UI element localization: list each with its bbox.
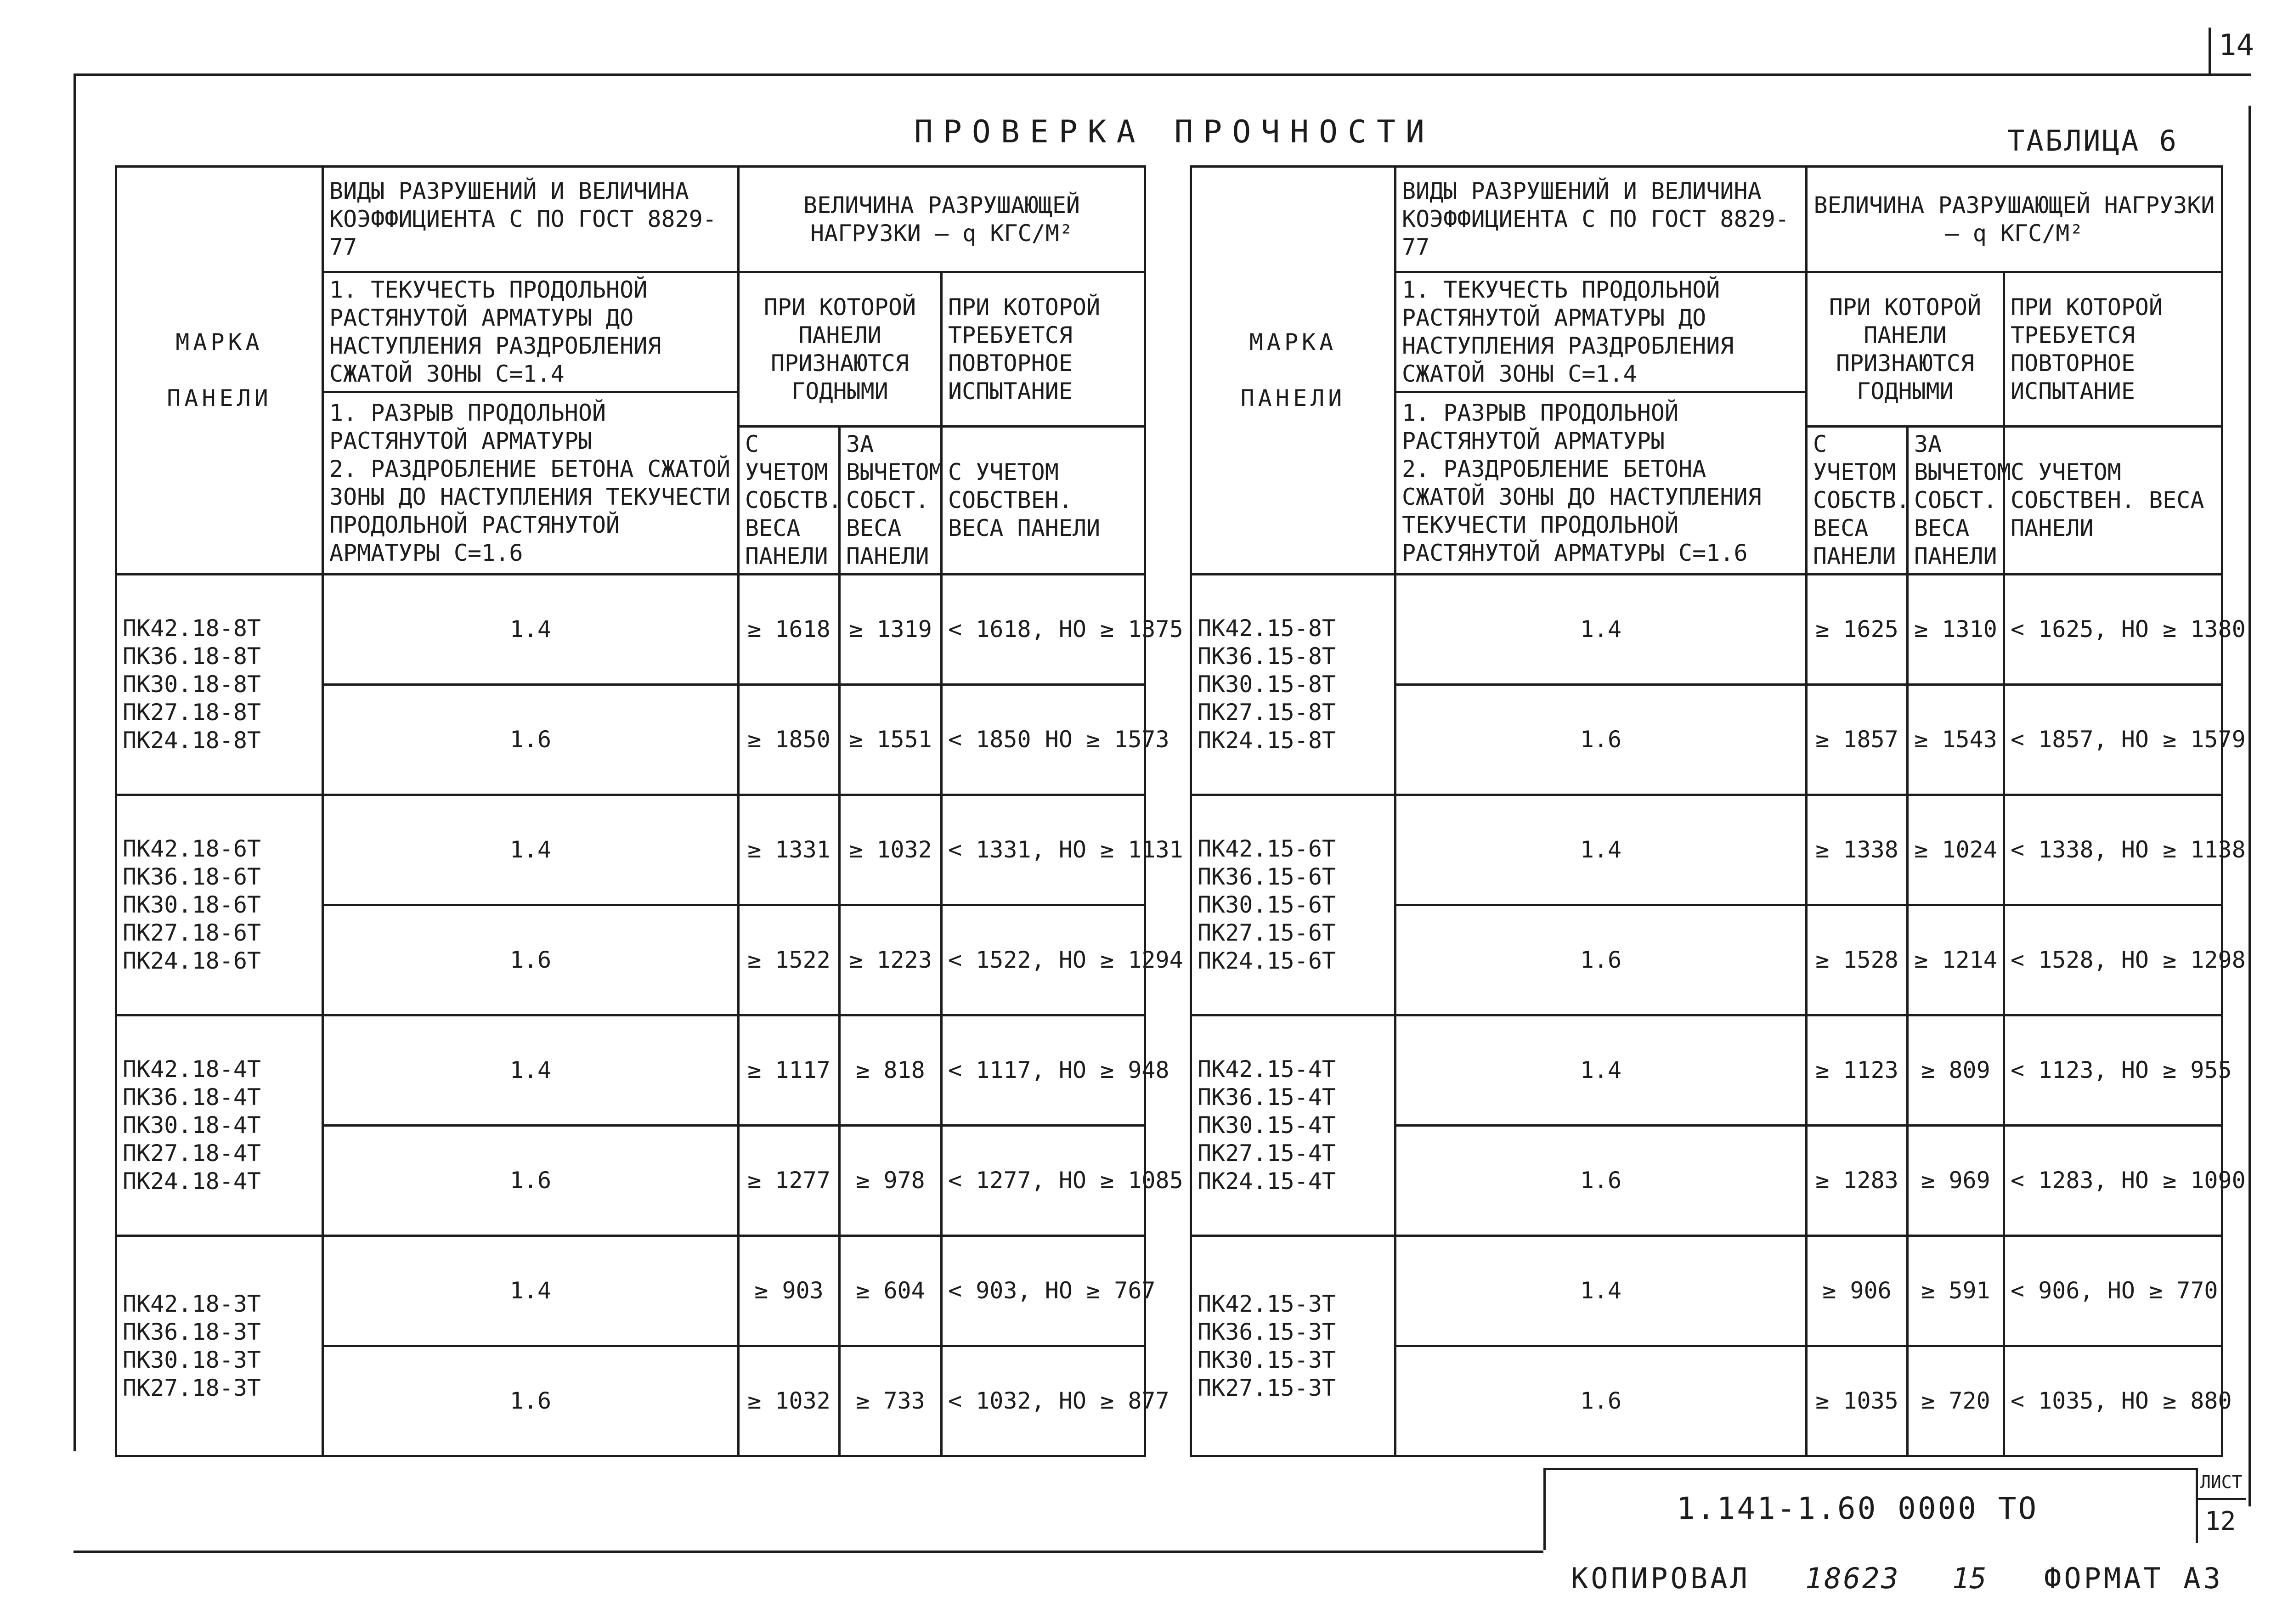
coefficient-cell: 1.4 — [1395, 575, 1807, 685]
panel-mark: ПК24.18-8Т — [123, 727, 261, 754]
panel-mark: ПК27.15-4Т — [1198, 1140, 1336, 1167]
panel-mark: ПК30.18-3Т — [123, 1346, 261, 1373]
panel-mark: ПК30.18-8Т — [123, 671, 261, 698]
table-row — [1191, 575, 2222, 685]
retest-cell: < 1857, НО ≥ 1579 — [2004, 685, 2222, 795]
coefficient-cell: 1.6 — [1395, 685, 1807, 795]
header-s-uchetom: С УЧЕТОМ СОБСТВ. ВЕСА ПАНЕЛИ — [739, 427, 840, 575]
good-without-weight-cell: ≥ 978 — [840, 1126, 942, 1236]
retest-cell: < 1123, НО ≥ 955 — [2004, 1015, 2222, 1126]
panel-mark: ПК42.15-4Т — [1198, 1056, 1336, 1083]
good-without-weight-cell: ≥ 733 — [840, 1346, 942, 1456]
coefficient-cell: 1.6 — [323, 1346, 739, 1456]
header-vidy: ВИДЫ РАЗРУШЕНИЙ И ВЕЛИЧИНА КОЭФФИЦИЕНТА С ПО ГОСТ 8829-77 — [323, 167, 739, 272]
good-without-weight-cell: ≥ 969 — [1908, 1126, 2004, 1236]
coefficient-cell: 1.6 — [1395, 1126, 1807, 1236]
frame-top-line — [73, 73, 2251, 76]
frame-left-line — [73, 73, 76, 1451]
retest-cell: < 906, НО ≥ 770 — [2004, 1236, 2222, 1346]
retest-cell: < 903, НО ≥ 767 — [942, 1236, 1145, 1346]
panel-mark: ПК27.18-4Т — [123, 1140, 261, 1167]
panel-mark: ПК36.18-6Т — [123, 863, 261, 890]
panel-mark: ПК36.18-3Т — [123, 1318, 261, 1345]
good-without-weight-cell: ≥ 1551 — [840, 685, 942, 795]
footer-order-number: 18623 — [1805, 1562, 1900, 1595]
panel-mark: ПК42.15-3Т — [1198, 1290, 1336, 1317]
good-with-weight-cell: ≥ 1123 — [1807, 1015, 1908, 1126]
panel-mark: ПК30.15-6Т — [1198, 891, 1336, 918]
footer-copied: КОПИРОВАЛ — [1571, 1562, 1750, 1595]
panel-marks-cell — [116, 1015, 323, 1236]
header-mode-2: 1. РАЗРЫВ ПРОДОЛЬНОЙ РАСТЯНУТОЙ АРМАТУРЫ 2. РАЗДРОБЛЕНИЕ БЕТОНА СЖАТОЙ ЗОНЫ ДО НАСТУПЛЕНИЯ ТЕКУЧЕСТИ ПРОДОЛЬНОЙ РАСТЯНУТОЙ АРМАТУРЫ С=1.6 — [323, 392, 739, 575]
good-without-weight-cell: ≥ 1024 — [1908, 795, 2004, 905]
good-with-weight-cell: ≥ 1618 — [739, 575, 840, 685]
good-with-weight-cell: ≥ 903 — [739, 1236, 840, 1346]
header-mode-1: 1. ТЕКУЧЕСТЬ ПРОДОЛЬНОЙ РАСТЯНУТОЙ АРМАТУРЫ ДО НАСТУПЛЕНИЯ РАЗДРОБЛЕНИЯ СЖАТОЙ ЗОНЫ С=1.4 — [323, 272, 739, 392]
coefficient-cell: 1.6 — [323, 1126, 739, 1236]
frame-right-line — [2248, 106, 2251, 1506]
retest-cell: < 1117, НО ≥ 948 — [942, 1015, 1145, 1126]
coefficient-cell: 1.6 — [1395, 1346, 1807, 1456]
panel-marks-cell — [116, 1236, 323, 1456]
good-with-weight-cell: ≥ 1625 — [1807, 575, 1908, 685]
retest-cell: < 1338, НО ≥ 1138 — [2004, 795, 2222, 905]
panel-marks-cell — [1191, 795, 1395, 1015]
panel-mark: ПК24.18-6Т — [123, 947, 261, 974]
panel-mark: ПК36.15-8Т — [1198, 643, 1336, 670]
retest-cell: < 1850 НО ≥ 1573 — [942, 685, 1145, 795]
retest-cell: < 1277, НО ≥ 1085 — [942, 1126, 1145, 1236]
coefficient-cell: 1.4 — [1395, 795, 1807, 905]
panel-mark: ПК27.18-8Т — [123, 699, 261, 726]
panel-marks-cell — [1191, 575, 1395, 795]
panel-mark: ПК42.18-4Т — [123, 1056, 261, 1083]
sheet-label: ЛИСТ — [2200, 1472, 2243, 1492]
panel-mark: ПК30.15-8Т — [1198, 671, 1336, 698]
good-with-weight-cell: ≥ 1850 — [739, 685, 840, 795]
panel-mark: ПК36.15-3Т — [1198, 1318, 1336, 1345]
coefficient-cell: 1.6 — [1395, 905, 1807, 1015]
good-with-weight-cell: ≥ 906 — [1807, 1236, 1908, 1346]
good-without-weight-cell: ≥ 1032 — [840, 795, 942, 905]
coefficient-cell: 1.4 — [323, 575, 739, 685]
retest-cell: < 1522, НО ≥ 1294 — [942, 905, 1145, 1015]
panel-mark: ПК24.15-4Т — [1198, 1168, 1336, 1195]
good-with-weight-cell: ≥ 1032 — [739, 1346, 840, 1456]
header-povtor-sub: С УЧЕТОМ СОБСТВЕН. ВЕСА ПАНЕЛИ — [2004, 427, 2222, 575]
good-with-weight-cell: ≥ 1528 — [1807, 905, 1908, 1015]
good-without-weight-cell: ≥ 809 — [1908, 1015, 2004, 1126]
panel-mark: ПК42.18-8Т — [123, 615, 261, 642]
sheet-box-divider — [2196, 1498, 2246, 1500]
good-without-weight-cell: ≥ 1319 — [840, 575, 942, 685]
header-godnye: ПРИ КОТОРОЙ ПАНЕЛИ ПРИЗНАЮТСЯ ГОДНЫМИ — [739, 272, 942, 427]
panel-mark: ПК27.15-6Т — [1198, 919, 1336, 946]
panel-mark: ПК36.18-8Т — [123, 643, 261, 670]
strength-table-right — [1190, 165, 2246, 1457]
good-with-weight-cell: ≥ 1331 — [739, 795, 840, 905]
coefficient-cell: 1.4 — [1395, 1236, 1807, 1346]
panel-marks-cell — [116, 575, 323, 795]
header-velichina: ВЕЛИЧИНА РАЗРУШАЮЩЕЙ НАГРУЗКИ – q КГС/М² — [739, 167, 1145, 272]
panel-mark: ПК42.15-6Т — [1198, 835, 1336, 862]
retest-cell: < 1528, НО ≥ 1298 — [2004, 905, 2222, 1015]
panel-mark: ПК27.15-8Т — [1198, 699, 1336, 726]
panel-mark: ПК27.18-6Т — [123, 919, 261, 946]
header-velichina: ВЕЛИЧИНА РАЗРУШАЮЩЕЙ НАГРУЗКИ – q КГС/М² — [1807, 167, 2222, 272]
panel-mark: ПК30.18-4Т — [123, 1112, 261, 1139]
header-povtor-sub: С УЧЕТОМ СОБСТВЕН. ВЕСА ПАНЕЛИ — [942, 427, 1145, 575]
panel-marks-cell — [116, 795, 323, 1015]
header-za-vychetom: ЗА ВЫЧЕТОМ СОБСТ. ВЕСА ПАНЕЛИ — [1908, 427, 2004, 575]
good-without-weight-cell: ≥ 818 — [840, 1015, 942, 1126]
good-without-weight-cell: ≥ 1310 — [1908, 575, 2004, 685]
table-row — [116, 1236, 1145, 1346]
header-marka: МАРКА ПАНЕЛИ — [1191, 167, 1395, 575]
panel-mark: ПК36.18-4Т — [123, 1084, 261, 1111]
header-povtor: ПРИ КОТОРОЙ ТРЕБУЕТСЯ ПОВТОРНОЕ ИСПЫТАНИЕ — [942, 272, 1145, 427]
page-title: ПРОВЕРКА ПРОЧНОСТИ — [914, 114, 1435, 150]
panel-mark: ПК27.15-3Т — [1198, 1374, 1336, 1401]
footer-number: 15 — [1952, 1562, 1987, 1595]
header-vidy: ВИДЫ РАЗРУШЕНИЙ И ВЕЛИЧИНА КОЭФФИЦИЕНТА С ПО ГОСТ 8829-77 — [1395, 167, 1807, 272]
header-za-vychetom: ЗА ВЫЧЕТОМ СОБСТ. ВЕСА ПАНЕЛИ — [840, 427, 942, 575]
sheet-number: 12 — [2205, 1506, 2236, 1536]
header-mode-1: 1. ТЕКУЧЕСТЬ ПРОДОЛЬНОЙ РАСТЯНУТОЙ АРМАТУРЫ ДО НАСТУПЛЕНИЯ РАЗДРОБЛЕНИЯ СЖАТОЙ ЗОНЫ С=1.4 — [1395, 272, 1807, 392]
panel-mark: ПК42.18-6Т — [123, 835, 261, 862]
panel-marks-cell — [1191, 1236, 1395, 1456]
table-row — [116, 1015, 1145, 1126]
panel-mark: ПК30.18-6Т — [123, 891, 261, 918]
coefficient-cell: 1.6 — [323, 685, 739, 795]
panel-mark: ПК36.15-6Т — [1198, 863, 1336, 890]
coefficient-cell: 1.4 — [323, 1236, 739, 1346]
coefficient-cell: 1.6 — [323, 905, 739, 1015]
table-row — [1191, 1015, 2222, 1126]
good-without-weight-cell: ≥ 604 — [840, 1236, 942, 1346]
header-mode-2: 1. РАЗРЫВ ПРОДОЛЬНОЙ РАСТЯНУТОЙ АРМАТУРЫ 2. РАЗДРОБЛЕНИЕ БЕТОНА СЖАТОЙ ЗОНЫ ДО НАСТУПЛЕНИЯ ТЕКУЧЕСТИ ПРОДОЛЬНОЙ РАСТЯНУТОЙ АРМАТУРЫ С=1.6 — [1395, 392, 1807, 575]
retest-cell: < 1035, НО ≥ 880 — [2004, 1346, 2222, 1456]
header-marka: МАРКА ПАНЕЛИ — [116, 167, 323, 575]
retest-cell: < 1283, НО ≥ 1090 — [2004, 1126, 2222, 1236]
panel-mark: ПК24.15-6Т — [1198, 947, 1336, 974]
good-with-weight-cell: ≥ 1277 — [739, 1126, 840, 1236]
table-row — [116, 575, 1145, 685]
retest-cell: < 1331, НО ≥ 1131 — [942, 795, 1145, 905]
panel-mark: ПК24.15-8Т — [1198, 727, 1336, 754]
coefficient-cell: 1.4 — [323, 795, 739, 905]
good-without-weight-cell: ≥ 1214 — [1908, 905, 2004, 1015]
panel-mark: ПК24.18-4Т — [123, 1168, 261, 1195]
good-with-weight-cell: ≥ 1857 — [1807, 685, 1908, 795]
good-with-weight-cell: ≥ 1338 — [1807, 795, 1908, 905]
panel-mark: ПК27.18-3Т — [123, 1374, 261, 1401]
table-row — [1191, 795, 2222, 905]
corner-mark — [2209, 28, 2211, 73]
good-without-weight-cell: ≥ 1543 — [1908, 685, 2004, 795]
header-godnye: ПРИ КОТОРОЙ ПАНЕЛИ ПРИЗНАЮТСЯ ГОДНЫМИ — [1807, 272, 2004, 427]
table-row — [116, 795, 1145, 905]
good-with-weight-cell: ≥ 1522 — [739, 905, 840, 1015]
panel-mark: ПК42.18-3Т — [123, 1290, 261, 1317]
coefficient-cell: 1.4 — [323, 1015, 739, 1126]
footer-format: ФОРМАТ А3 — [2044, 1562, 2223, 1595]
good-without-weight-cell: ≥ 591 — [1908, 1236, 2004, 1346]
panel-mark: ПК36.15-4Т — [1198, 1084, 1336, 1111]
header-povtor: ПРИ КОТОРОЙ ТРЕБУЕТСЯ ПОВТОРНОЕ ИСПЫТАНИЕ — [2004, 272, 2222, 427]
good-without-weight-cell: ≥ 720 — [1908, 1346, 2004, 1456]
header-s-uchetom: С УЧЕТОМ СОБСТВ. ВЕСА ПАНЕЛИ — [1807, 427, 1908, 575]
good-with-weight-cell: ≥ 1035 — [1807, 1346, 1908, 1456]
retest-cell: < 1625, НО ≥ 1380 — [2004, 575, 2222, 685]
document-code: 1.141-1.60 0000 ТО — [1677, 1491, 2039, 1526]
coefficient-cell: 1.4 — [1395, 1015, 1807, 1126]
good-with-weight-cell: ≥ 1283 — [1807, 1126, 1908, 1236]
good-without-weight-cell: ≥ 1223 — [840, 905, 942, 1015]
panel-mark: ПК30.15-3Т — [1198, 1346, 1336, 1373]
retest-cell: < 1032, НО ≥ 877 — [942, 1346, 1145, 1456]
table-row — [1191, 1236, 2222, 1346]
good-with-weight-cell: ≥ 1117 — [739, 1015, 840, 1126]
frame-bottom-line — [73, 1551, 1543, 1553]
retest-cell: < 1618, НО ≥ 1375 — [942, 575, 1145, 685]
strength-table-left — [115, 165, 1183, 1457]
panel-mark: ПК30.15-4Т — [1198, 1112, 1336, 1139]
panel-mark: ПК42.15-8Т — [1198, 615, 1336, 642]
page-number: 14 — [2219, 28, 2254, 62]
table-label: ТАБЛИЦА 6 — [2007, 124, 2178, 158]
panel-marks-cell — [1191, 1015, 1395, 1236]
